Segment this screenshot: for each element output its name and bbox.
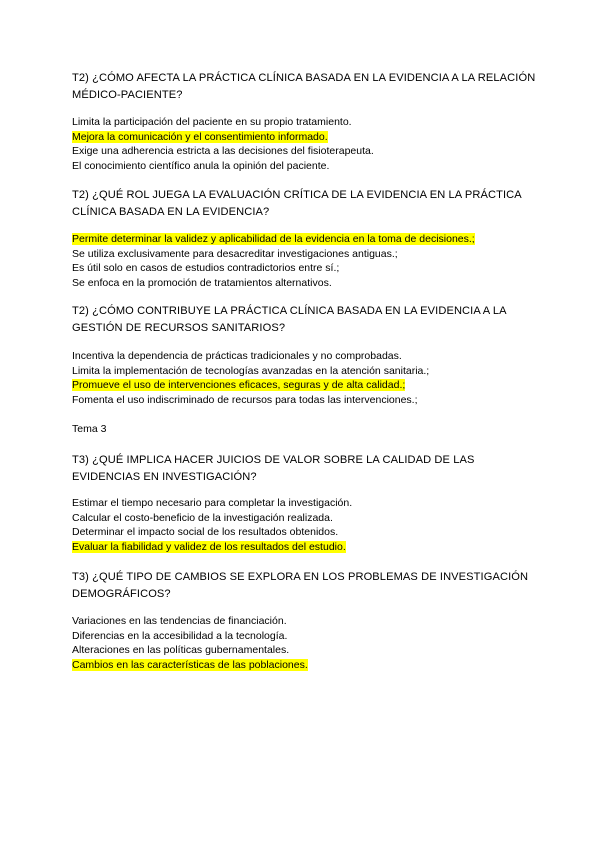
answer-text: Fomenta el uso indiscriminado de recursos para todas las intervenciones.; <box>72 394 418 407</box>
question-5: T3) ¿QUÉ TIPO DE CAMBIOS SE EXPLORA EN LOS PROBLEMAS DE INVESTIGACIÓN DEMOGRÁFICOS? <box>72 571 529 600</box>
question-3: T2) ¿CÓMO CONTRIBUYE LA PRÁCTICA CLÍNICA BASADA EN LA EVIDENCIA A LA GESTIÓN DE RECURSOS SANITARIOS? <box>72 305 507 334</box>
answer-option <box>72 159 374 174</box>
section-heading: Tema 3 <box>72 423 107 435</box>
answer-option <box>72 115 374 130</box>
answer-option <box>72 496 352 511</box>
question-2: T2) ¿QUÉ ROL JUEGA LA EVALUACIÓN CRÍTICA DE LA EVIDENCIA EN LA PRÁCTICA CLÍNICA BASADA EN LA EVIDENCIA? <box>72 189 522 218</box>
answer-text: Estimar el tiempo necesario para completar la investigación. <box>72 497 353 509</box>
answer-text: Se utiliza exclusivamente para desacreditar investigaciones antiguas.; <box>72 247 398 260</box>
answer-option <box>72 511 352 526</box>
answer-text: Determinar el impacto social de los resultados obtenidos. <box>72 526 339 539</box>
answer-option <box>72 364 429 379</box>
answer-option-correct <box>72 130 374 145</box>
answer-option <box>72 144 374 159</box>
answer-option <box>72 393 429 408</box>
answer-text-highlighted: Evaluar la fiabilidad y validez de los resultados del estudio. <box>72 541 346 554</box>
answer-option <box>72 643 308 658</box>
question-4: T3) ¿QUÉ IMPLICA HACER JUICIOS DE VALOR SOBRE LA CALIDAD DE LAS EVIDENCIAS EN INVESTIGACIÓN? <box>72 454 475 483</box>
answer-option-correct <box>72 232 475 247</box>
answer-text: El conocimiento científico anula la opinión del paciente. <box>72 160 330 173</box>
answer-text-highlighted: Permite determinar la validez y aplicabilidad de la evidencia en la toma de decisiones.; <box>72 233 475 245</box>
answer-text: Variaciones en las tendencias de financiación. <box>72 615 287 627</box>
answer-text-highlighted: Promueve el uso de intervenciones eficaces, seguras y de alta calidad.; <box>72 379 406 392</box>
answer-list-1 <box>72 115 374 174</box>
answer-text-highlighted: Cambios en las características de las poblaciones. <box>72 659 308 672</box>
answer-text: Incentiva la dependencia de prácticas tradicionales y no comprobadas. <box>72 350 402 362</box>
answer-text: Es útil solo en casos de estudios contradictorios entre sí.; <box>72 262 340 275</box>
answer-option <box>72 349 429 364</box>
answer-text: Limita la implementación de tecnologías avanzadas en la atención sanitaria.; <box>72 364 430 377</box>
answer-list-4 <box>72 496 352 555</box>
question-1: T2) ¿CÓMO AFECTA LA PRÁCTICA CLÍNICA BASADA EN LA EVIDENCIA A LA RELACIÓN MÉDICO-PACIENTE? <box>72 72 536 101</box>
answer-text: Calcular el costo-beneficio de la investigación realizada. <box>72 511 333 524</box>
answer-text: Limita la participación del paciente en su propio tratamiento. <box>72 116 352 128</box>
answer-option <box>72 614 308 629</box>
answer-option <box>72 247 475 262</box>
answer-option-correct <box>72 378 429 393</box>
answer-list-2 <box>72 232 475 291</box>
answer-option-correct <box>72 658 308 673</box>
answer-option-correct <box>72 540 352 555</box>
answer-text-highlighted: Mejora la comunicación y el consentimiento informado. <box>72 130 328 143</box>
answer-text: Diferencias en la accesibilidad a la tecnología. <box>72 629 288 642</box>
answer-option <box>72 629 308 644</box>
answer-list-3 <box>72 349 429 408</box>
answer-text: Exige una adherencia estricta a las decisiones del fisioterapeuta. <box>72 145 374 158</box>
answer-option <box>72 525 352 540</box>
answer-option <box>72 261 475 276</box>
answer-list-5 <box>72 614 308 673</box>
answer-text: Alteraciones en las políticas gubernamentales. <box>72 644 290 657</box>
answer-option <box>72 276 475 291</box>
answer-text: Se enfoca en la promoción de tratamientos alternativos. <box>72 277 332 290</box>
